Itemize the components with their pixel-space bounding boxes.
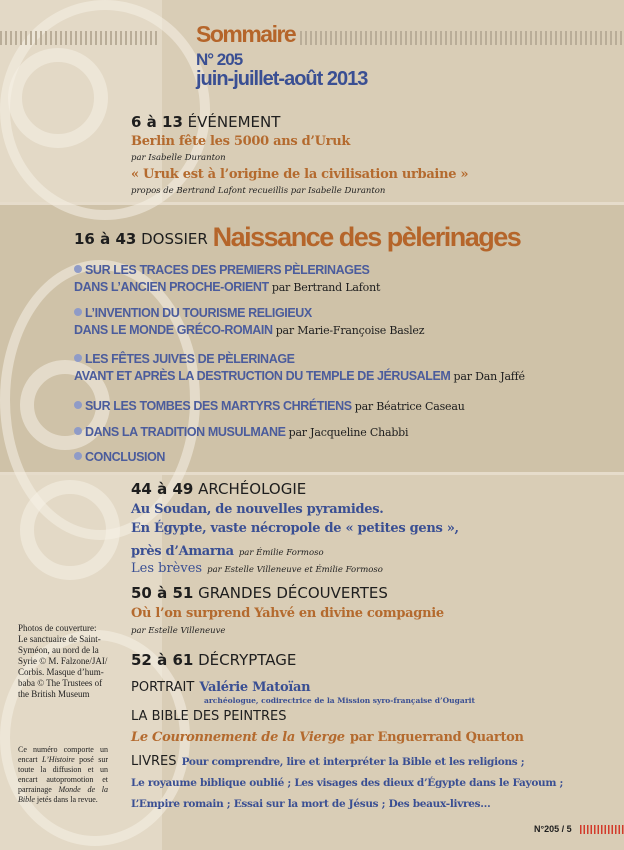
livres-line[interactable]: L’Empire romain ; Essai sur la mort de Jésus ; Des beaux-livres… <box>131 798 491 810</box>
dossier-item[interactable] <box>74 351 525 385</box>
dossier-item-author: par Béatrice Caseau <box>354 400 465 413</box>
article-title[interactable]: Où l’on surprend Yahvé en divine compagnie <box>131 606 444 621</box>
dossier-item-author: par Dan Jaffé <box>453 370 525 383</box>
bullet-icon <box>74 308 82 316</box>
article-byline: par Estelle Villeneuve <box>131 626 226 636</box>
dossier-item-author: par Bertrand Lafont <box>271 281 381 294</box>
dossier-item-author: par Jacqueline Chabbi <box>288 426 409 439</box>
footer-rule <box>580 825 624 834</box>
section-label: GRANDES DÉCOUVERTES <box>198 584 388 602</box>
article-title-line[interactable]: près d’Amarna <box>131 544 234 559</box>
livres-line[interactable]: Le royaume biblique oublié ; Les visages des dieux d’Égypte dans le Fayoum ; <box>131 777 564 789</box>
dossier-item[interactable] <box>74 449 165 466</box>
section-heading-dossier <box>74 222 520 253</box>
portrait-label: PORTRAIT <box>131 680 195 695</box>
header-rule-left <box>0 31 160 45</box>
page-range: 6 à 13 <box>131 113 183 131</box>
breves-row <box>131 557 383 576</box>
dossier-item-line: SUR LES TRACES DES PREMIERS PÈLERINAGES <box>85 263 370 277</box>
credit-line: the British Museum <box>18 689 90 699</box>
article-byline: par Émilie Formoso <box>238 548 324 558</box>
page-range: 44 à 49 <box>131 480 194 498</box>
bible-label: LA BIBLE DES PEINTRES <box>131 709 287 724</box>
bible-author: par Enguerrand Quarton <box>349 730 524 745</box>
note-publication: L’Histoire <box>41 755 75 764</box>
dossier-item-line: DANS L’ANCIEN PROCHE-ORIENT <box>74 280 269 294</box>
credit-line: Le sanctuaire de Saint- <box>18 634 101 644</box>
bible-title[interactable]: Le Couronnement de la Vierge <box>131 730 345 745</box>
dossier-item-line: DANS LE MONDE GRÉCO-ROMAIN <box>74 323 273 337</box>
issue-date: juin-juillet-août 2013 <box>196 68 368 90</box>
breves-byline: par Estelle Villeneuve et Émilie Formoso <box>207 565 383 575</box>
dossier-item[interactable] <box>74 262 380 296</box>
section-label: DÉCRYPTAGE <box>198 651 297 669</box>
article-title-line[interactable]: Au Soudan, de nouvelles pyramides. <box>131 502 384 517</box>
bullet-icon <box>74 354 82 362</box>
page-range: 52 à 61 <box>131 651 194 669</box>
dossier-item-line: DANS LA TRADITION MUSULMANE <box>85 425 286 439</box>
credit-line: Corbis. Masque d’hum- <box>18 667 104 677</box>
article-title[interactable]: Berlin fête les 5000 ans d’Uruk <box>131 134 351 149</box>
insert-note <box>18 745 108 805</box>
section-heading-archeologie <box>131 480 306 498</box>
portrait-description: archéologue, codirectrice de la Mission syro-française d’Ougarit <box>204 696 475 705</box>
article-title-line[interactable]: En Égypte, vaste nécropole de « petites gens », <box>131 521 459 536</box>
livres-line[interactable]: Pour comprendre, lire et interpréter la Bible et les religions ; <box>181 756 525 768</box>
article-byline: propos de Bertrand Lafont recueillis par Isabelle Duranton <box>131 186 386 196</box>
bullet-icon <box>74 265 82 273</box>
dossier-item[interactable] <box>74 424 408 441</box>
credit-line: Syméon, au nord de la <box>18 645 99 655</box>
dossier-item-line: AVANT ET APRÈS LA DESTRUCTION DU TEMPLE DE JÉRUSALEM <box>74 369 451 383</box>
portrait-name[interactable]: Valérie Matoïan <box>199 680 311 695</box>
dossier-item-line: L’INVENTION DU TOURISME RELIGIEUX <box>85 306 312 320</box>
dossier-item[interactable] <box>74 398 465 415</box>
dossier-item-line: LES FÊTES JUIVES DE PÈLERINAGE <box>85 352 295 366</box>
bible-row <box>131 726 524 745</box>
article-title[interactable]: « Uruk est à l’origine de la civilisation urbaine » <box>131 167 469 182</box>
issue-number: N° 205 <box>196 50 243 69</box>
note-text: jetés dans la revue. <box>36 795 98 804</box>
portrait-row <box>131 676 310 695</box>
page-range: 50 à 51 <box>131 584 194 602</box>
breves-title[interactable]: Les brèves <box>131 561 203 576</box>
dossier-item-line: SUR LES TOMBES DES MARTYRS CHRÉTIENS <box>85 399 352 413</box>
note-text: posé sur toute la diffusion et un encart autopromotion et parrainage <box>18 755 108 794</box>
page-range: 16 à 43 <box>74 230 137 248</box>
header-rule-right <box>300 31 624 45</box>
section-heading-evenement <box>131 113 280 131</box>
credit-line: Photos de couverture: <box>18 623 97 633</box>
article-byline: par Isabelle Duranton <box>131 153 226 163</box>
section-label: ARCHÉOLOGIE <box>198 480 307 498</box>
bullet-icon <box>74 401 82 409</box>
page-title: Sommaire <box>196 21 296 47</box>
page-number: N°205 / 5 <box>534 824 572 834</box>
dossier-title[interactable]: Naissance des pèlerinages <box>212 222 521 252</box>
section-label: ÉVÉNEMENT <box>187 113 281 131</box>
section-label: DOSSIER <box>141 230 208 248</box>
credit-line: baba © The Trustees of <box>18 678 103 688</box>
bullet-icon <box>74 427 82 435</box>
note-text: Ce numéro comporte un encart <box>18 745 108 764</box>
dossier-item-line: CONCLUSION <box>85 450 166 464</box>
section-heading-decouvertes <box>131 584 388 602</box>
bullet-icon <box>74 452 82 460</box>
dossier-item[interactable] <box>74 305 424 339</box>
livres-block <box>131 750 563 813</box>
dossier-item-author: par Marie-Françoise Baslez <box>275 324 425 337</box>
note-publication: Monde de la Bible <box>18 785 108 804</box>
decorative-swirl <box>20 480 120 580</box>
credit-line: Syrie © M. Falzone/JAI/ <box>18 656 108 666</box>
section-heading-decryptage <box>131 651 296 669</box>
livres-label: LIVRES <box>131 754 177 769</box>
cover-credits <box>18 623 110 700</box>
